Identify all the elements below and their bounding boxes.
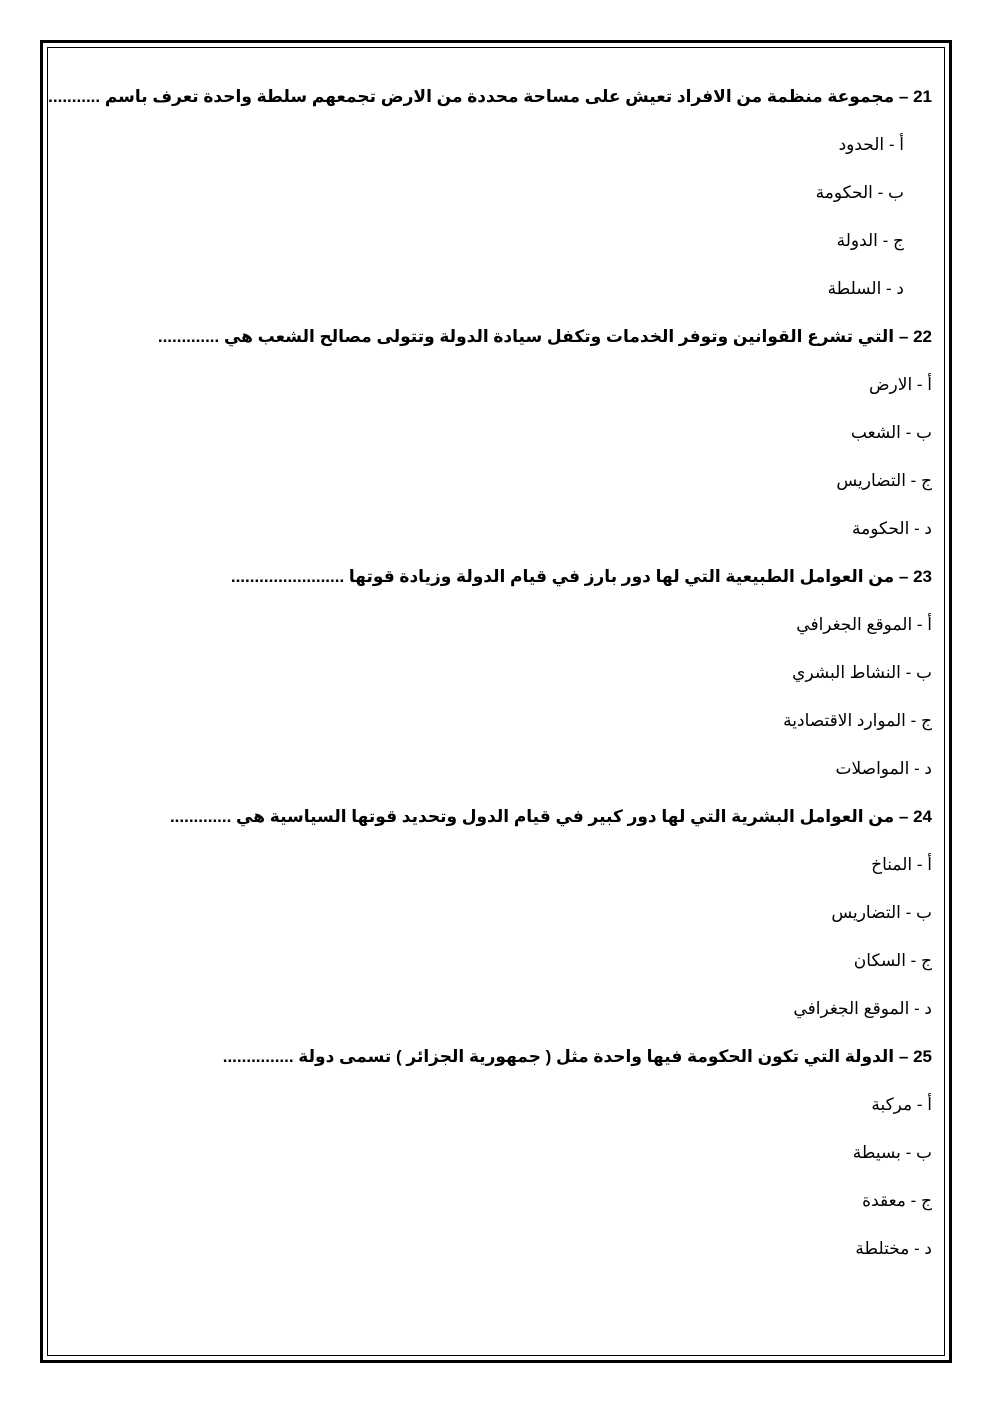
question-text [48, 76, 932, 124]
question-25 [60, 1036, 932, 1276]
question-body: التي تشرع القوانين وتوفر الخدمات وتكفل سيادة الدولة وتتولى مصالح الشعب هي ............. [157, 327, 895, 346]
option-d: د - السلطة [827, 279, 904, 298]
question-body: من العوامل الطبيعية التي لها دور بارز في قيام الدولة وزيادة قوتها ........................ [230, 567, 895, 586]
option-d: د - المواصلات [835, 759, 932, 778]
option-b: ب - التضاريس [831, 903, 932, 922]
question-number: 21 [913, 87, 932, 106]
questions-list [48, 76, 932, 1276]
question-dash: – [898, 1047, 909, 1066]
question-21 [48, 76, 932, 316]
option-a: أ - الحدود [838, 135, 904, 154]
question-number: 22 [913, 327, 932, 346]
option-c: ج - الدولة [836, 231, 904, 250]
question-body: الدولة التي تكون الحكومة فيها واحدة مثل ( جمهورية الجزائر ) تسمى دولة ............... [222, 1047, 895, 1066]
question-dash: – [898, 567, 909, 586]
option-d: د - الموقع الجغرافي [793, 999, 932, 1018]
option-d: د - مختلطة [855, 1239, 932, 1258]
question-body: من العوامل البشرية التي لها دور كبير في قيام الدول وتحديد قوتها السياسية هي ............. [169, 807, 895, 826]
question-dash: – [898, 327, 909, 346]
option-a: أ - الموقع الجغرافي [796, 615, 932, 634]
option-d: د - الحكومة [852, 519, 932, 538]
question-number: 25 [913, 1047, 932, 1066]
question-text [60, 1036, 932, 1084]
question-dash: – [898, 87, 909, 106]
question-number: 24 [913, 807, 932, 826]
question-text [60, 316, 932, 364]
option-a: أ - الارض [868, 375, 932, 394]
option-a: أ - المناخ [871, 855, 932, 874]
question-dash: – [898, 807, 909, 826]
question-24 [60, 796, 932, 1036]
option-b: ب - بسيطة [852, 1143, 932, 1162]
option-c: ج - السكان [853, 951, 932, 970]
option-b: ب - الحكومة [815, 183, 904, 202]
question-body: مجموعة منظمة من الافراد تعيش على مساحة محددة من الارض تجمعهم سلطة واحدة تعرف باسم ........... [48, 87, 895, 106]
option-b: ب - النشاط البشري [792, 663, 932, 682]
option-c: ج - معقدة [862, 1191, 932, 1210]
question-23 [60, 556, 932, 796]
option-b: ب - الشعب [850, 423, 932, 442]
question-text [60, 556, 932, 604]
option-c: ج - التضاريس [836, 471, 932, 490]
option-c: ج - الموارد الاقتصادية [783, 711, 932, 730]
question-text [60, 796, 932, 844]
question-number: 23 [913, 567, 932, 586]
question-22 [60, 316, 932, 556]
option-a: أ - مركبة [871, 1095, 932, 1114]
